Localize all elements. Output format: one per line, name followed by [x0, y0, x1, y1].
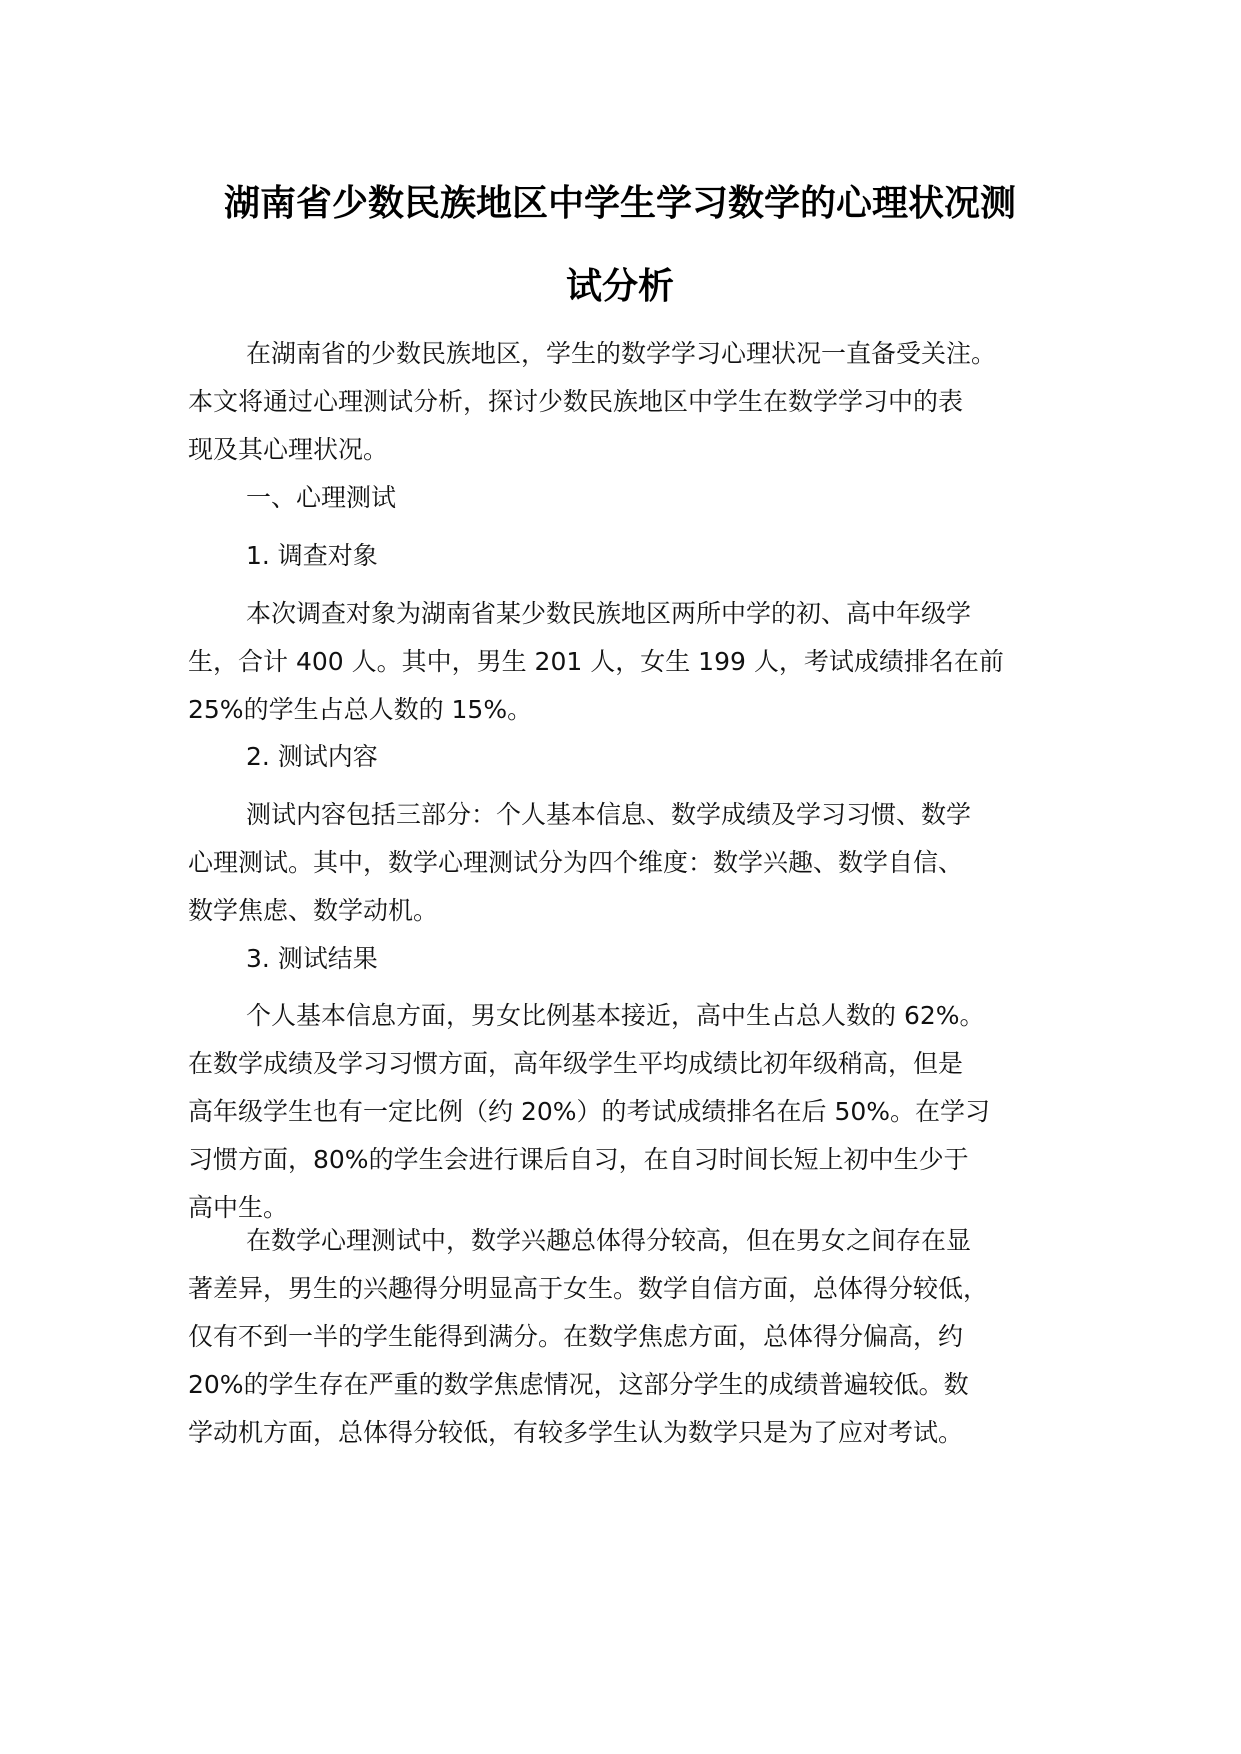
paragraph-line: 习惯方面，80%的学生会进行课后自习，在自习时间长短上初中生少于 [188, 1145, 969, 1174]
intro-paragraph [188, 330, 1088, 474]
paragraph-line: 现及其心理状况。 [188, 435, 389, 464]
paragraph-line: 著差异，男生的兴趣得分明显高于女生。数学自信方面，总体得分较低， [188, 1274, 989, 1303]
document-title-line-1: 湖南省少数民族地区中学生学习数学的心理状况测 [223, 183, 1016, 224]
paragraph-line: 本次调查对象为湖南省某少数民族地区两所中学的初、高中年级学 [246, 599, 972, 628]
section-heading-psych-test: 一、心理测试 [246, 483, 397, 512]
paragraph-line: 高中生。 [188, 1193, 289, 1222]
paragraph-line: 测试内容包括三部分：个人基本信息、数学成绩及学习习惯、数学 [246, 800, 972, 829]
document-title-line-2: 试分析 [565, 266, 674, 307]
paragraph-line: 心理测试。其中，数学心理测试分为四个维度：数学兴趣、数学自信、 [188, 848, 964, 877]
subsection-heading-results: 3. 测试结果 [246, 944, 378, 973]
paragraph-line: 在数学心理测试中，数学兴趣总体得分较高，但在男女之间存在显 [246, 1226, 972, 1255]
paragraph-line: 在湖南省的少数民族地区，学生的数学学习心理状况一直备受关注。 [246, 339, 997, 368]
paragraph-line: 高年级学生也有一定比例（约 20%）的考试成绩排名在后 50%。在学习 [188, 1097, 991, 1126]
subsection-heading-content: 2. 测试内容 [246, 742, 378, 771]
paragraph-line: 学动机方面，总体得分较低，有较多学生认为数学只是为了应对考试。 [188, 1418, 964, 1447]
paragraph-line: 20%的学生存在严重的数学焦虑情况，这部分学生的成绩普遍较低。数 [188, 1370, 969, 1399]
results-paragraph-1 [188, 992, 1088, 1232]
content-paragraph [188, 791, 1088, 935]
subjects-paragraph [188, 590, 1088, 734]
paragraph-line: 在数学成绩及学习习惯方面，高年级学生平均成绩比初年级稍高，但是 [188, 1049, 964, 1078]
paragraph-line: 本文将通过心理测试分析，探讨少数民族地区中学生在数学学习中的表 [188, 387, 964, 416]
paragraph-line: 25%的学生占总人数的 15%。 [188, 695, 533, 724]
paragraph-line: 个人基本信息方面，男女比例基本接近，高中生占总人数的 62%。 [246, 1001, 985, 1030]
subsection-heading-subjects: 1. 调查对象 [246, 541, 378, 570]
paragraph-line: 仅有不到一半的学生能得到满分。在数学焦虑方面，总体得分偏高，约 [188, 1322, 964, 1351]
results-paragraph-2 [188, 1217, 1088, 1457]
paragraph-line: 生，合计 400 人。其中，男生 201 人，女生 199 人，考试成绩排名在前 [188, 647, 1004, 676]
paragraph-line: 数学焦虑、数学动机。 [188, 896, 439, 925]
